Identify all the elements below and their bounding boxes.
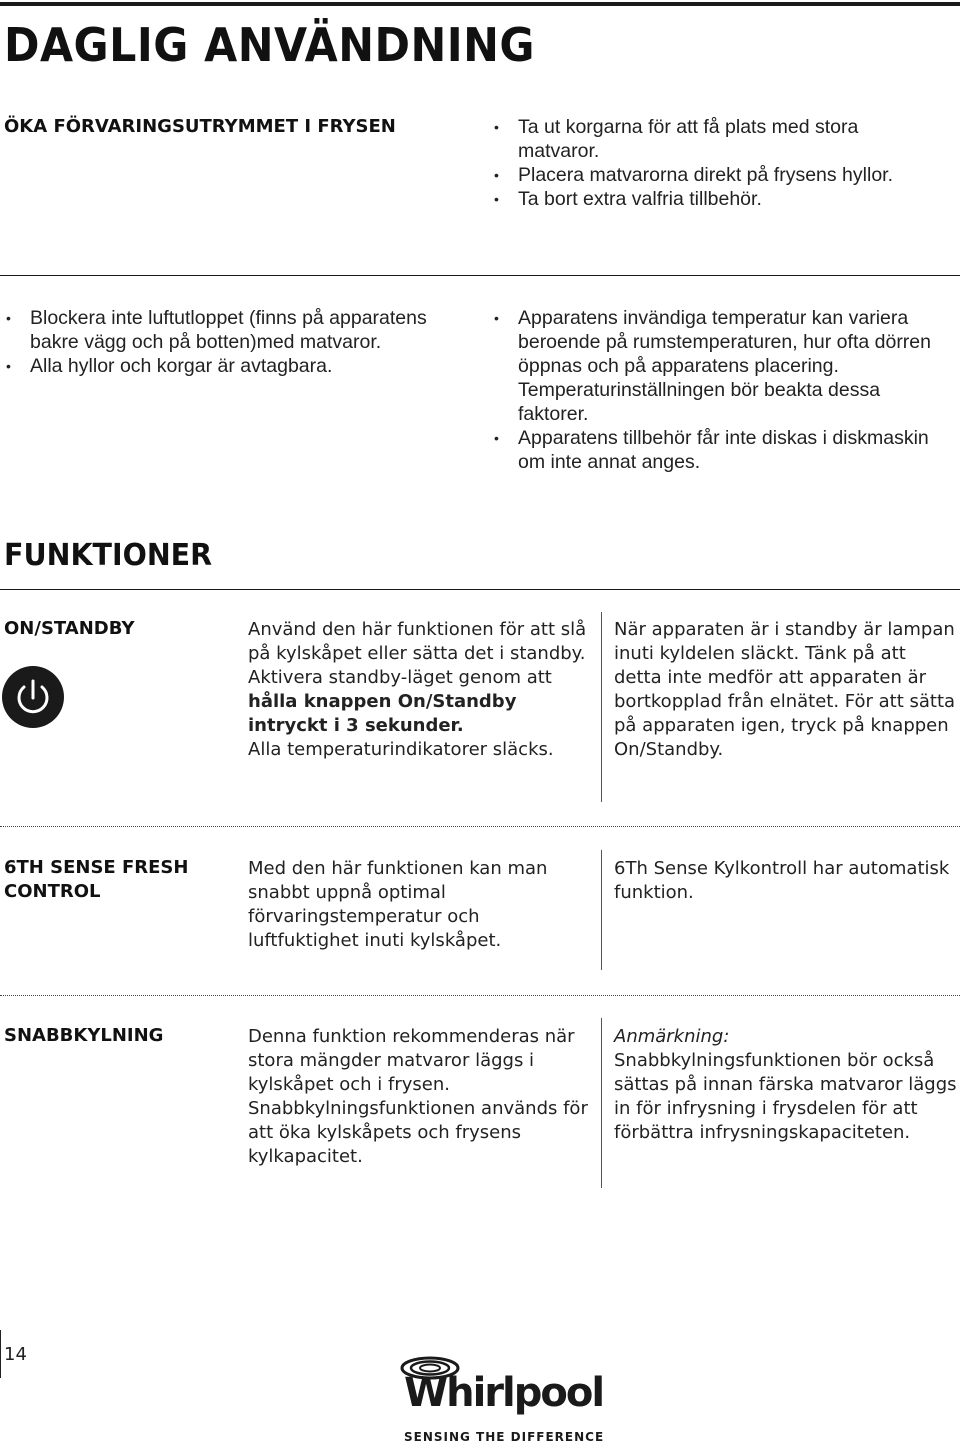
list-item: • Blockera inte luftutloppet (finns på apparatens bakre vägg och på botten)med matvaror. — [6, 306, 456, 354]
function-description: Med den här funktionen kan man snabbt uppnå optimal förvaringstemperatur och luftfuktighet inuti kylskåpet. — [248, 858, 548, 951]
note-text: Snabbkylningsfunktionen bör också sättas på innan färska matvaror läggs in för infrysning i frysdelen för att förbättra infrysningskapaciteten. — [614, 1050, 957, 1143]
function-title-on-standby: ON/STANDBY — [4, 618, 135, 639]
list-item: • Apparatens tillbehör får inte diskas i diskmaskin om inte annat anges. — [494, 426, 954, 474]
storage-heading: ÖKA FÖRVARINGSUTRYMMET I FRYSEN — [4, 116, 396, 137]
description-bold: hålla knappen On/Standby intryckt i 3 sekunder. — [248, 691, 517, 736]
list-item: • Placera matvarorna direkt på frysens hyllor. — [494, 163, 914, 187]
section-divider — [0, 589, 960, 590]
function-title-6th-sense: 6TH SENSE FRESH CONTROL — [4, 857, 189, 902]
dotted-divider — [0, 826, 960, 827]
brand-tagline: SENSING THE DIFFERENCE — [404, 1430, 605, 1443]
description-text: Alla temperaturindikatorer släcks. — [248, 739, 554, 760]
column-divider — [601, 1018, 602, 1188]
notes-left — [6, 306, 456, 378]
description-text: Använd den här funktionen för att slå på kylskåpet eller sätta det i standby. Aktivera standby-läget genom att — [248, 619, 587, 688]
column-divider — [601, 612, 602, 802]
page-title: DAGLIG ANVÄNDNING — [4, 18, 536, 72]
function-description: Denna funktion rekommenderas när stora mängder matvaror läggs i kylskåpet och i frysen. Snabbkylningsfunktionen används för att öka kylskåpets och frysens kylkapacitet. — [248, 1026, 588, 1167]
power-icon — [2, 666, 64, 728]
function-title-snabbkylning: SNABBKYLNING — [4, 1025, 164, 1046]
storage-bullets — [494, 115, 914, 211]
list-item: • Alla hyllor och korgar är avtagbara. — [6, 354, 456, 378]
section-divider — [0, 275, 960, 276]
list-item: • Ta ut korgarna för att få plats med stora matvaror. — [494, 115, 914, 163]
function-note: När apparaten är i standby är lampan inuti kyldelen släckt. Tänk på att detta inte medför att apparaten är bortkopplad från elnätet. För att sätta på apparaten igen, tryck på knappen On/Standby. — [614, 619, 956, 760]
function-note — [614, 1025, 959, 1145]
whirlpool-logo — [398, 1356, 605, 1443]
column-divider — [601, 850, 602, 970]
top-rule — [0, 2, 960, 6]
page-number: 14 — [4, 1344, 27, 1365]
notes-right — [494, 306, 954, 474]
function-note: 6Th Sense Kylkontroll har automatisk funktion. — [614, 858, 950, 903]
note-label: Anmärkning: — [614, 1026, 730, 1047]
list-item: • Ta bort extra valfria tillbehör. — [494, 187, 914, 211]
functions-heading: FUNKTIONER — [4, 538, 213, 573]
function-description — [248, 618, 593, 762]
brand-name: Whirlpool — [404, 1370, 604, 1416]
dotted-divider — [0, 995, 960, 996]
list-item: • Apparatens invändiga temperatur kan variera beroende på rumstemperaturen, hur ofta dörren öppnas och på apparatens placering. Temperaturinställningen bör beakta dessa faktorer. — [494, 306, 954, 426]
page-number-rule — [0, 1330, 1, 1378]
